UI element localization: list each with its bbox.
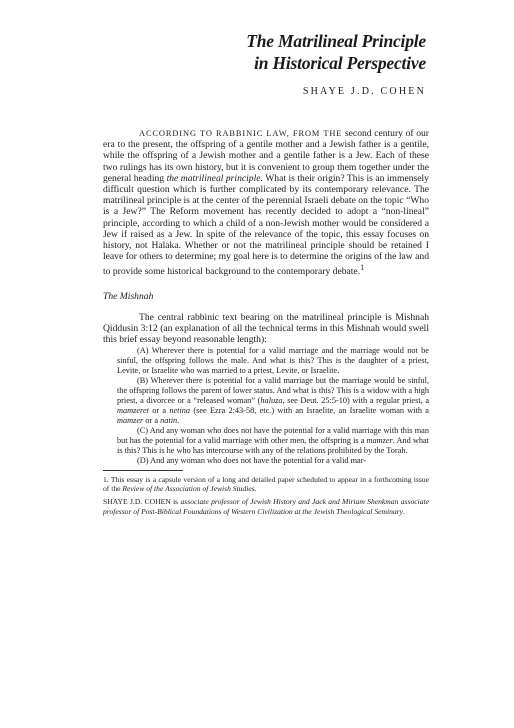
footnotes xyxy=(103,475,429,516)
extract-b-text-6: . xyxy=(177,415,180,425)
extract-b-term-3: netina xyxy=(169,405,191,415)
bio-text-1: is xyxy=(170,497,181,507)
extract-b-text-2: , see Deut. 25:5-10) with a regular priest, a xyxy=(282,395,430,405)
extract-b-term-5: natin xyxy=(160,415,178,425)
author-bio xyxy=(103,497,429,516)
extract-b-text-4: (see Ezra 2:43-58, etc.) with an Israelite, an Israelite woman with a xyxy=(190,405,429,415)
extract-clause-a: (A) Wherever there is potential for a valid marriage and the marriage would not be sinful, the offspring follows the male. And what is this? This is the daughter of a priest, Levite, or Israelite who was married to a priest, Levite, or Israelite. xyxy=(117,345,429,375)
extract-c-term: mamzer xyxy=(366,435,393,445)
extract-b-text-5: or a xyxy=(143,415,161,425)
footnote-journal: Review of the Association of Jewish Studies xyxy=(122,483,255,493)
extract-b-text-3: or a xyxy=(148,405,170,415)
bio-text-2: . xyxy=(403,506,405,516)
title-line-2: in Historical Perspective xyxy=(254,53,426,73)
extract-b-term-2: mamzeret xyxy=(117,405,149,415)
bio-position: associate professor of Jewish History and Jack and Miriam Shenkman associate professor of Post-Biblical Foundations of Western Civilization at the Jewish Theological Seminary xyxy=(103,497,429,516)
author-name: SHAYE J.D. COHEN xyxy=(302,86,426,97)
title-line-1: The Matrilineal Principle xyxy=(246,31,426,51)
footnote-text: 1. This essay is a capsule version of a long and detailed paper scheduled to appear in a forthcoming issue of the xyxy=(103,474,429,493)
intro-text-2: What is their origin? This is an immensely difficult question which is further complicated by its contemporary relevance. The matrilineal principle is at the center of the perennial Israeli debate on the topic “Who is a Jew?” The Reform movement has recently decided to adopt a “non-lineal” principle, according to which a child of a non-Jewish mother would be considered a Jew if raised as a Jew. In spite of the relevance of the topic, this essay focuses on history, not Halaka. Whether or not the matrilineal principle should be retained I leave for others to determine; my goal here is to determine the origins of the law and to provide some historical background to the contemporary debate. xyxy=(103,172,429,278)
footnote-1 xyxy=(103,475,429,494)
footnote-end: . xyxy=(254,483,257,493)
intro-italic-term: the matrilineal principle. xyxy=(166,172,263,184)
section-heading: The Mishnah xyxy=(103,290,154,302)
extract-clause-c xyxy=(117,426,429,456)
article-body xyxy=(103,128,429,516)
footnote-divider xyxy=(103,470,183,471)
intro-text: second century of our era to the present, the offspring of a gentile mother and a Jewish father is a gentile, while the offspring of a Jewish mother and a gentile father is a Jew. Each of these two rulings has its own history, but it is convenient to group them together under the general heading xyxy=(103,128,429,184)
extract-clause-d: (D) And any woman who does not have the potential for a valid mar- xyxy=(137,455,367,465)
extract-c-text-2: . And what is this? This is he who has intercourse with any of the relations prohibited by the Torah. xyxy=(117,435,429,455)
opening-caps: ACCORDING TO RABBINIC LAW, FROM THE xyxy=(139,129,343,138)
extract-c-text-1: (C) And any woman who does not have the potential for a valid marriage with this man but has the potential for a valid marriage with other men, the offspring is a xyxy=(117,425,429,445)
extract-b-term-4: mamzer xyxy=(117,415,144,425)
extract-b-text-1: (B) Wherever there is potential for a valid marriage but the marriage would be sinful, the offspring follows the parent of lower status. And what is this? This is a widow with a high priest, a divorcee or a “released woman” ( xyxy=(117,375,429,405)
footnote-marker: 1 xyxy=(360,263,365,273)
extract-clause-b xyxy=(117,376,429,426)
article-title xyxy=(126,30,426,74)
section-intro-paragraph: The central rabbinic text bearing on the matrilineal principle is Mishnah Qiddusin 3:12 (an explanation of all the technical terms in this Mishnah would swell this brief essay beyond reasonable length): xyxy=(103,312,429,346)
extract-b-term-1: haluza xyxy=(260,395,283,405)
mishnah-extract xyxy=(117,346,429,466)
bio-name: SHAYE J.D. COHEN xyxy=(103,497,171,507)
intro-paragraph xyxy=(103,128,429,278)
